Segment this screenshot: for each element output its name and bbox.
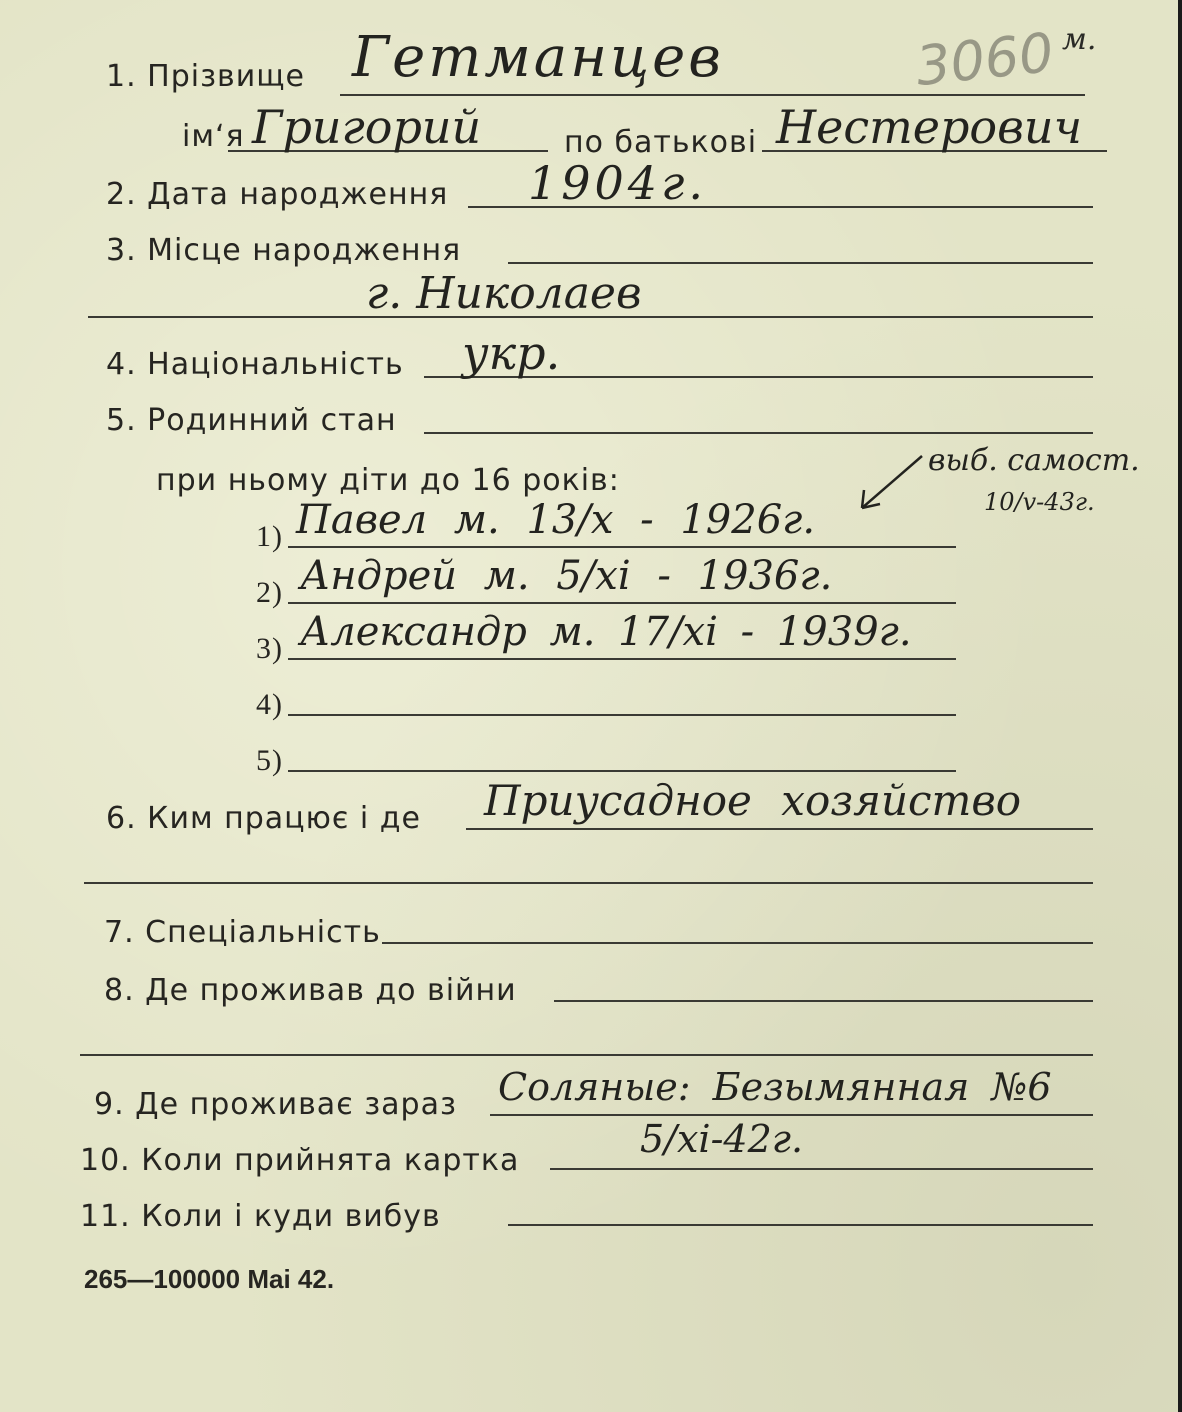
marital-status-line [424,432,1093,434]
work-value: Приусадное хозяйство [484,776,1022,825]
card-accepted-value: 5/xi-42г. [640,1117,804,1161]
child-4-number: 4) [256,688,283,721]
card-number-suffix: м. [1062,22,1097,57]
child-1-line [288,546,956,548]
surname-value: Гетманцев [352,25,724,90]
child-3-value: Александр м. 17/xi - 1939г. [300,609,912,655]
child-2-value: Андрей м. 5/xi - 1936г. [300,553,833,599]
departure-label: 11. Коли і куди вибув [80,1199,441,1234]
birthplace-value: г. Николаев [366,268,642,319]
first-name-value: Григорий [252,100,482,154]
child-1-number: 1) [256,520,283,553]
surname-label: 1. Прізвище [106,59,305,94]
child-2-line [288,602,956,604]
child-5-number: 5) [256,744,283,777]
child-5-line [288,770,956,772]
child-4-line [288,714,956,716]
note-arrow-icon [850,450,930,520]
departure-line [508,1224,1093,1226]
child-2-number: 2) [256,576,283,609]
current-residence-line [490,1114,1093,1116]
work-line [466,828,1093,830]
card-accepted-label: 10. Коли прийнята картка [80,1143,520,1178]
prewar-residence-line-2 [80,1054,1093,1056]
birth-date-label: 2. Дата народження [106,177,449,212]
current-residence-label: 9. Де проживає зараз [94,1087,457,1122]
patronymic-value: Нестерович [776,100,1083,154]
birthplace-line [508,262,1093,264]
specialty-line [382,942,1093,944]
specialty-label: 7. Спеціальність [104,915,381,950]
work-line-2 [84,882,1093,884]
birth-date-value: 1904г. [528,156,707,210]
nationality-value: укр. [462,326,561,380]
nationality-label: 4. Національність [106,347,404,382]
card-number-stamp: 3060 [913,20,1057,99]
birthplace-label: 3. Місце народження [106,233,462,268]
patronymic-label: по батькові [564,125,758,160]
surname-line [340,94,1085,96]
print-code: 265—100000 Mai 42. [84,1264,335,1294]
child-3-line [288,658,956,660]
first-name-label: ім‘я [182,119,245,154]
child-note-line1: выб. самост. [928,443,1140,478]
marital-status-label: 5. Родинний стан [106,403,397,438]
work-label: 6. Ким працює і де [106,801,421,836]
card-accepted-line [550,1168,1093,1170]
child-1-value: Павел м. 13/x - 1926г. [296,497,816,543]
current-residence-value: Соляные: Безымянная №6 [498,1065,1052,1109]
children-label: при ньому діти до 16 років: [156,463,620,498]
child-3-number: 3) [256,632,283,665]
prewar-residence-line [554,1000,1093,1002]
child-note-line2: 10/v-43г. [984,488,1095,516]
prewar-residence-label: 8. Де проживав до війни [104,973,517,1008]
